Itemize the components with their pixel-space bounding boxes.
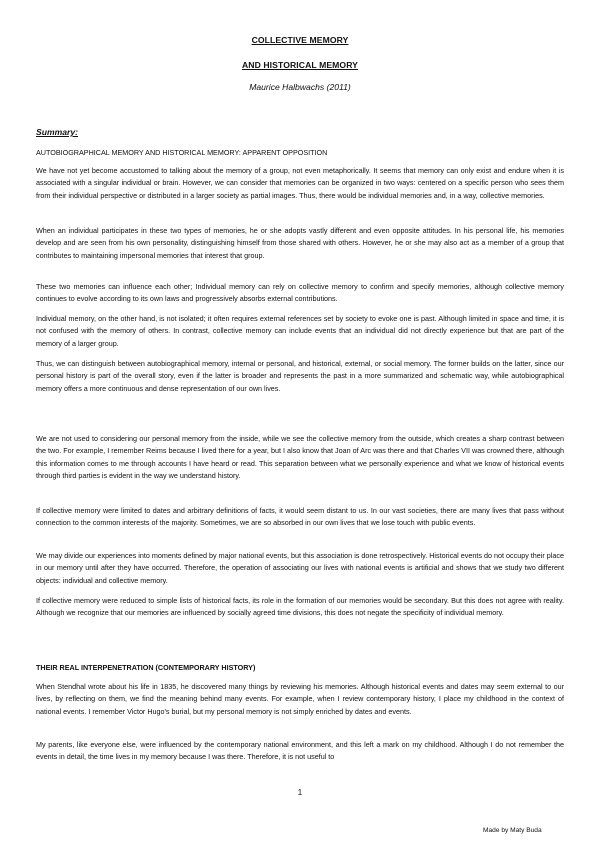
section-heading-autobiographical: AUTOBIOGRAPHICAL MEMORY AND HISTORICAL MEMORY: APPARENT OPPOSITION [36,148,328,157]
paragraph: If collective memory were reduced to simple lists of historical facts, its role in the formation of our memories would be secondary. But this does not agree with reality. Although we recognize that our memories are influenced by socially agreed time divisions, this does not negate the specificity of individual memory. [36,596,564,618]
paragraph: These two memories can influence each other; Individual memory can rely on collective memory to confirm and specify memories, although collective memory continues to evolve according to its own laws and progressively absorbs external contributions. [36,282,564,304]
document-title-line-1: COLLECTIVE MEMORY [251,35,349,45]
paragraph: We are not used to considering our personal memory from the inside, while we see the collective memory from the outside, which creates a sharp contrast between the two. For example, I remember Reims because I lived there for a year, but I also know that Joan of Arc was there and that Charles VII was crowned there, although this information comes to me through accounts I have heard or read. This separation between what we personally experience and what we know of historical events through third parties is evident in the way we understand history. [36,434,564,481]
paragraph: We have not yet become accustomed to talking about the memory of a group, not even metaphorically. It seems that memory can only exist and endure when it is associated with a singular individual or brain. However, we can consider that memories can be organized in two ways: centered on a specific person who sees them from their individual perspective or distributed in a larger society as partial images. Thus, there would be individual memories and, in a way, collective memories. [36,166,564,200]
paragraph: We may divide our experiences into moments defined by major national events, but this association is done retrospectively. Historical events do not occupy their place in our memory until after they have occurred. Therefore, the operation of associating our lives with national events is artificial and shows that we study two different objects: individual and collective memory. [36,551,564,585]
paragraph: If collective memory were limited to dates and arbitrary definitions of facts, it would seem distant to us. In our vast societies, there are many lives that pass without connection to the common interests of the majority. Sometimes, we are so absorbed in our own lives that we lose touch with public events. [36,506,564,528]
footer-credit: Made by Maty Buda [483,827,542,834]
paragraph: When Stendhal wrote about his life in 1835, he discovered many things by reviewing his memories. Although historical events and dates may seem external to our lives, by reflecting on them, we find the meaning behind many events. For example, when I review contemporary history, I place my childhood in the context of national events. I remember Victor Hugo's burial, but my personal memory is not simply enriched by dates and events. [36,682,564,716]
section-heading-interpenetration: THEIR REAL INTERPENETRATION (CONTEMPORARY HISTORY) [36,663,256,672]
paragraph: When an individual participates in these two types of memories, he or she adopts vastly different and even opposite attitudes. In his personal life, his memories develop and are seen from his own personality, distinguishing himself from those shared with others. However, he or she may also act as a member of a group that contributes to maintaining impersonal memories that interest that group. [36,226,564,260]
summary-label: Summary: [36,127,79,137]
page-number: 1 [297,788,303,797]
document-author: Maurice Halbwachs (2011) [249,82,351,92]
paragraph: My parents, like everyone else, were influenced by the contemporary national environment, and this left a mark on my childhood. Although I do not remember the events in detail, the time lives in my memory because I was there. Therefore, it is not useful to [36,740,564,762]
paragraph: Thus, we can distinguish between autobiographical memory, internal or personal, and historical, external, or social memory. The former builds on the latter, since our personal history is part of the overall story, even if the latter is broader and represents the past in a more summarized and schematic way, while autobiographical memory offers a more continuous and dense representation of our own lives. [36,359,564,393]
paragraph: Individual memory, on the other hand, is not isolated; it often requires external references set by society to evoke one is past. Although limited in space and time, it is not confused with the memory of others. In contrast, collective memory can include events that an individual did not directly experience but that are part of the memory of a larger group. [36,314,564,348]
document-title-line-2: AND HISTORICAL MEMORY [241,60,359,70]
